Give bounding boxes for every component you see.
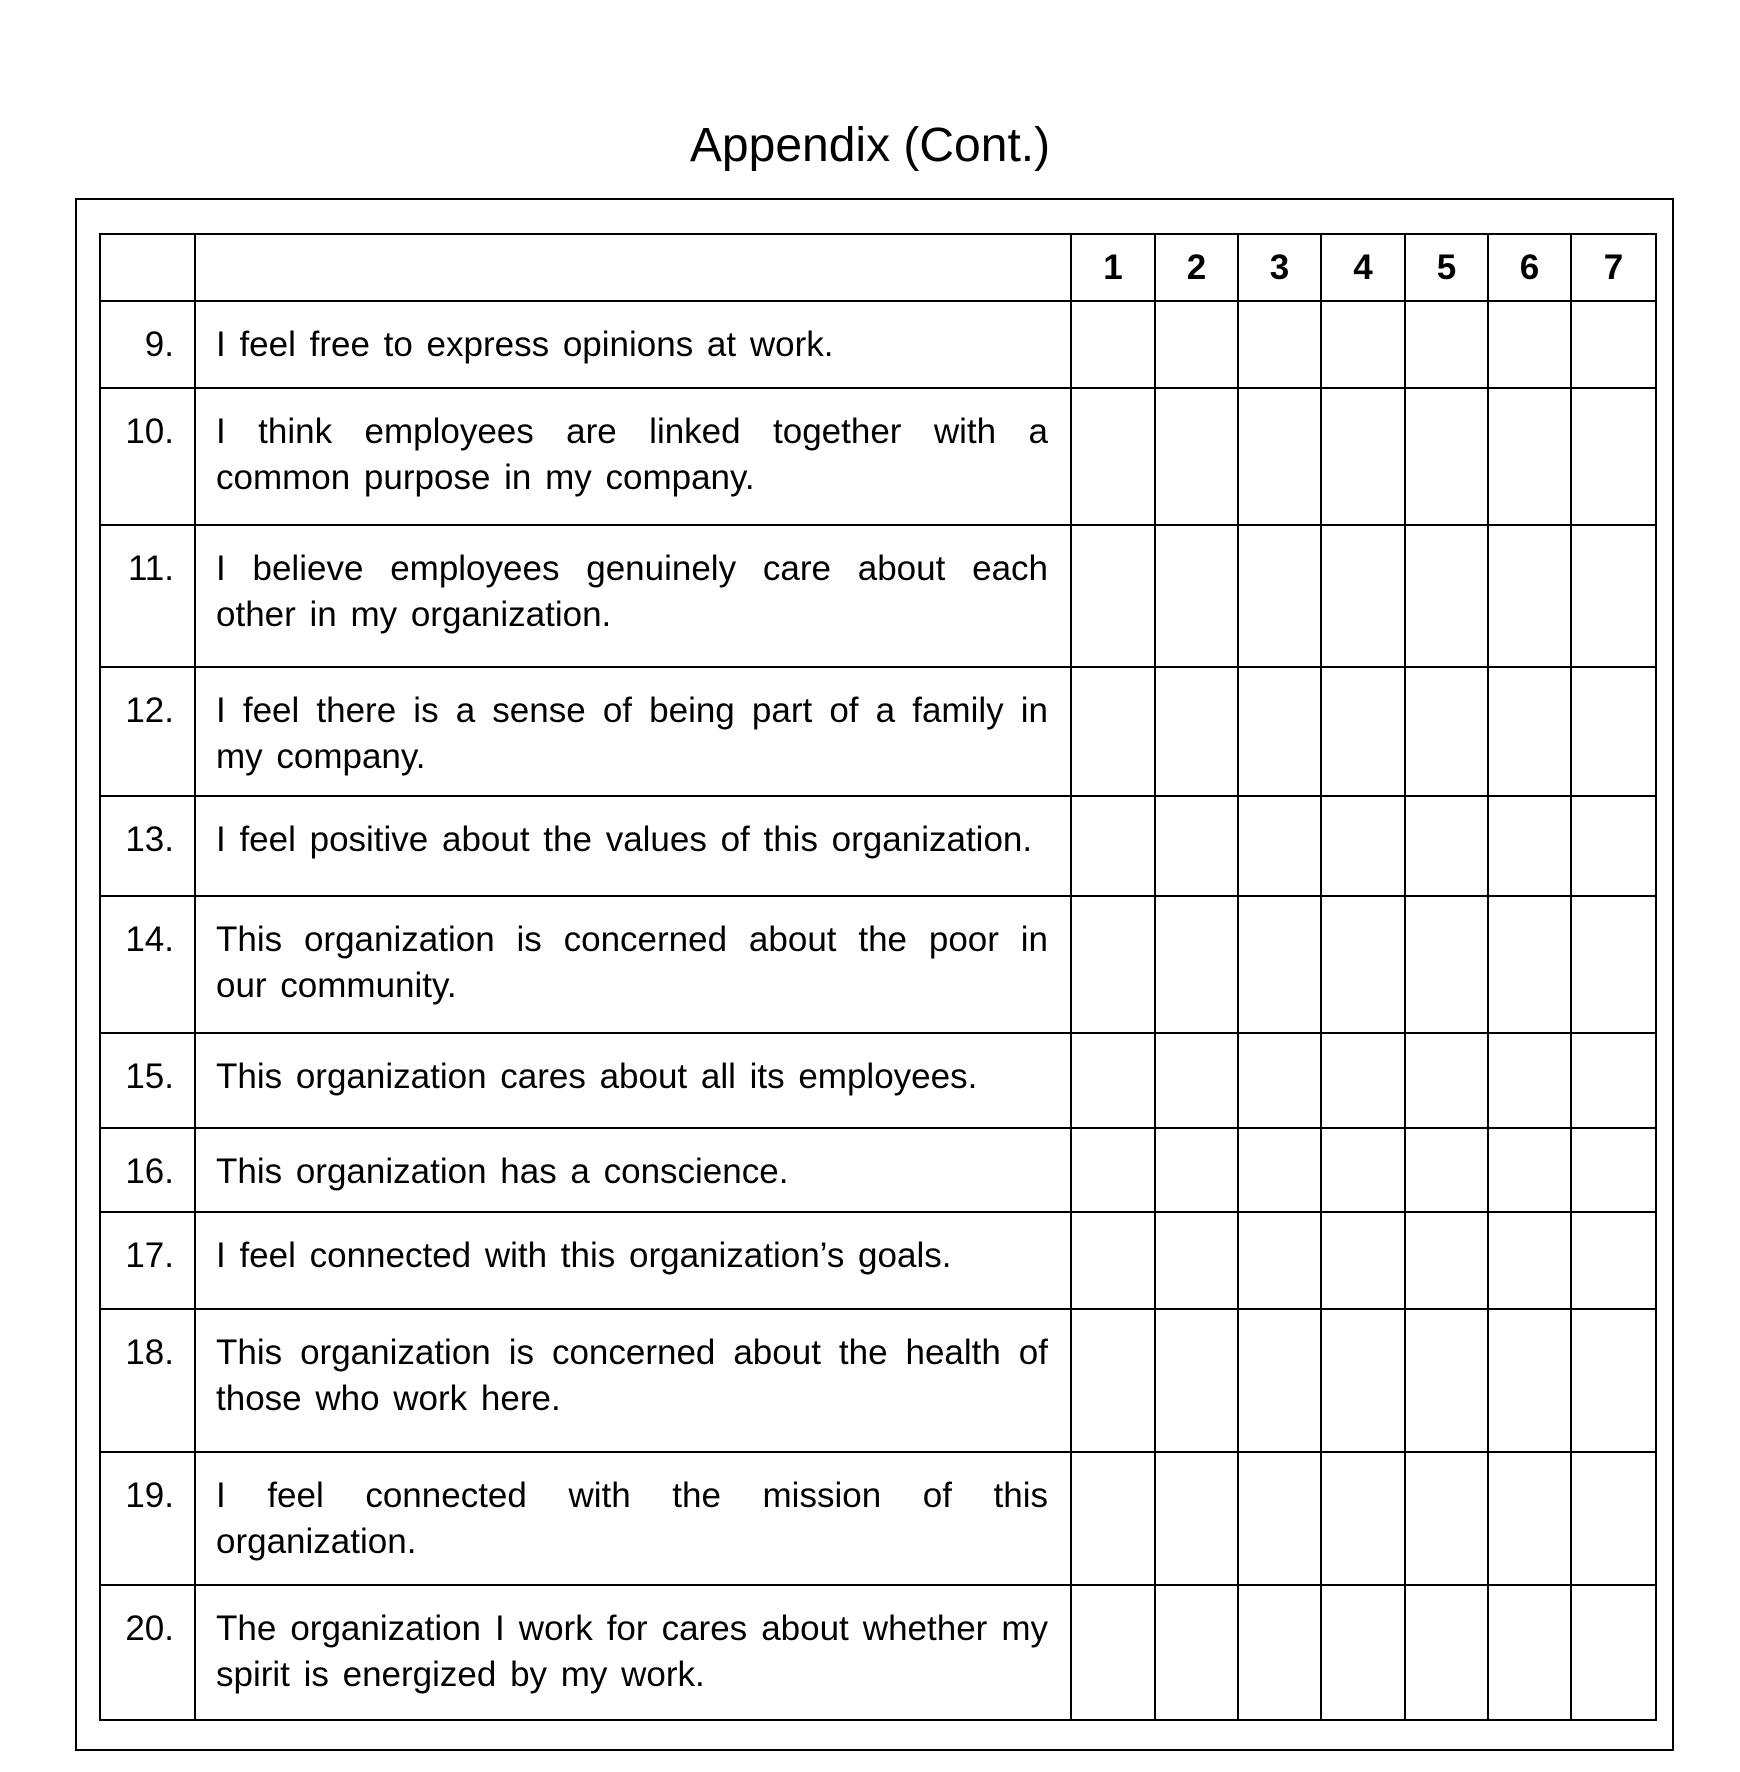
item-statement: This organization cares about all its employees. xyxy=(195,1033,1071,1128)
rating-cell-2[interactable] xyxy=(1155,388,1238,525)
rating-cell-3[interactable] xyxy=(1238,388,1321,525)
scale-header-3: 3 xyxy=(1238,234,1321,301)
rating-cell-4[interactable] xyxy=(1321,896,1405,1033)
rating-cell-4[interactable] xyxy=(1321,1212,1405,1309)
rating-cell-1[interactable] xyxy=(1071,301,1155,388)
rating-cell-6[interactable] xyxy=(1488,1033,1571,1128)
rating-cell-7[interactable] xyxy=(1571,388,1656,525)
item-statement: I feel connected with the mission of this organization. xyxy=(195,1452,1071,1585)
survey-item-row xyxy=(100,388,1656,525)
scale-header-row xyxy=(100,234,1656,301)
survey-table xyxy=(99,233,1657,1721)
rating-cell-2[interactable] xyxy=(1155,1033,1238,1128)
rating-cell-7[interactable] xyxy=(1571,896,1656,1033)
rating-cell-7[interactable] xyxy=(1571,667,1656,796)
rating-cell-6[interactable] xyxy=(1488,1212,1571,1309)
rating-cell-6[interactable] xyxy=(1488,301,1571,388)
item-statement: I think employees are linked together with a common purpose in my company. xyxy=(195,388,1071,525)
survey-item-row xyxy=(100,525,1656,667)
rating-cell-1[interactable] xyxy=(1071,1128,1155,1212)
rating-cell-4[interactable] xyxy=(1321,388,1405,525)
rating-cell-7[interactable] xyxy=(1571,1452,1656,1585)
rating-cell-2[interactable] xyxy=(1155,1309,1238,1452)
rating-cell-5[interactable] xyxy=(1405,1585,1488,1720)
item-statement: The organization I work for cares about whether my spirit is energized by my work. xyxy=(195,1585,1071,1720)
rating-cell-1[interactable] xyxy=(1071,1309,1155,1452)
item-number: 18. xyxy=(100,1309,195,1452)
rating-cell-3[interactable] xyxy=(1238,1033,1321,1128)
rating-cell-4[interactable] xyxy=(1321,301,1405,388)
rating-cell-2[interactable] xyxy=(1155,667,1238,796)
rating-cell-4[interactable] xyxy=(1321,1033,1405,1128)
item-number: 14. xyxy=(100,896,195,1033)
rating-cell-2[interactable] xyxy=(1155,1452,1238,1585)
rating-cell-5[interactable] xyxy=(1405,1128,1488,1212)
rating-cell-1[interactable] xyxy=(1071,1033,1155,1128)
rating-cell-4[interactable] xyxy=(1321,1128,1405,1212)
rating-cell-3[interactable] xyxy=(1238,1452,1321,1585)
rating-cell-5[interactable] xyxy=(1405,667,1488,796)
rating-cell-6[interactable] xyxy=(1488,1585,1571,1720)
rating-cell-6[interactable] xyxy=(1488,1452,1571,1585)
item-number: 12. xyxy=(100,667,195,796)
page-title: Appendix (Cont.) xyxy=(689,119,1051,172)
rating-cell-6[interactable] xyxy=(1488,525,1571,667)
rating-cell-2[interactable] xyxy=(1155,1585,1238,1720)
scale-header-6: 6 xyxy=(1488,234,1571,301)
item-statement: This organization is concerned about the poor in our community. xyxy=(195,896,1071,1033)
rating-cell-2[interactable] xyxy=(1155,896,1238,1033)
survey-item-row xyxy=(100,796,1656,896)
item-number: 19. xyxy=(100,1452,195,1585)
rating-cell-3[interactable] xyxy=(1238,1309,1321,1452)
rating-cell-3[interactable] xyxy=(1238,1128,1321,1212)
rating-cell-7[interactable] xyxy=(1571,301,1656,388)
item-number: 13. xyxy=(100,796,195,896)
item-statement: I feel positive about the values of this organization. xyxy=(195,796,1071,896)
item-statement: I feel connected with this organization’s goals. xyxy=(195,1212,1071,1309)
rating-cell-4[interactable] xyxy=(1321,1452,1405,1585)
rating-cell-2[interactable] xyxy=(1155,1128,1238,1212)
rating-cell-1[interactable] xyxy=(1071,1212,1155,1309)
rating-cell-6[interactable] xyxy=(1488,896,1571,1033)
item-number: 16. xyxy=(100,1128,195,1212)
survey-item-row xyxy=(100,1452,1656,1585)
rating-cell-7[interactable] xyxy=(1571,525,1656,667)
survey-item-row xyxy=(100,1309,1656,1452)
rating-cell-2[interactable] xyxy=(1155,301,1238,388)
rating-cell-5[interactable] xyxy=(1405,301,1488,388)
rating-cell-4[interactable] xyxy=(1321,667,1405,796)
rating-cell-6[interactable] xyxy=(1488,796,1571,896)
rating-cell-3[interactable] xyxy=(1238,301,1321,388)
scale-header-4: 4 xyxy=(1321,234,1405,301)
rating-cell-5[interactable] xyxy=(1405,1309,1488,1452)
rating-cell-4[interactable] xyxy=(1321,525,1405,667)
rating-cell-7[interactable] xyxy=(1571,1212,1656,1309)
rating-cell-2[interactable] xyxy=(1155,525,1238,667)
header-number-cell xyxy=(100,234,195,301)
rating-cell-5[interactable] xyxy=(1405,525,1488,667)
item-number: 10. xyxy=(100,388,195,525)
item-number: 20. xyxy=(100,1585,195,1720)
header-statement-cell xyxy=(195,234,1071,301)
rating-cell-5[interactable] xyxy=(1405,1212,1488,1309)
rating-cell-1[interactable] xyxy=(1071,667,1155,796)
item-number: 11. xyxy=(100,525,195,667)
rating-cell-2[interactable] xyxy=(1155,796,1238,896)
rating-cell-1[interactable] xyxy=(1071,388,1155,525)
rating-cell-7[interactable] xyxy=(1571,1128,1656,1212)
rating-cell-6[interactable] xyxy=(1488,1309,1571,1452)
item-number: 15. xyxy=(100,1033,195,1128)
rating-cell-4[interactable] xyxy=(1321,1585,1405,1720)
rating-cell-7[interactable] xyxy=(1571,1033,1656,1128)
item-number: 17. xyxy=(100,1212,195,1309)
rating-cell-7[interactable] xyxy=(1571,1585,1656,1720)
rating-cell-3[interactable] xyxy=(1238,525,1321,667)
survey-item-row xyxy=(100,1585,1656,1720)
rating-cell-5[interactable] xyxy=(1405,1452,1488,1585)
item-statement: I believe employees genuinely care about each other in my organization. xyxy=(195,525,1071,667)
rating-cell-3[interactable] xyxy=(1238,896,1321,1033)
rating-cell-1[interactable] xyxy=(1071,896,1155,1033)
item-statement: This organization has a conscience. xyxy=(195,1128,1071,1212)
rating-cell-5[interactable] xyxy=(1405,896,1488,1033)
rating-cell-4[interactable] xyxy=(1321,796,1405,896)
scale-header-5: 5 xyxy=(1405,234,1488,301)
rating-cell-3[interactable] xyxy=(1238,1585,1321,1720)
survey-item-row xyxy=(100,1212,1656,1309)
item-statement: I feel free to express opinions at work. xyxy=(195,301,1071,388)
rating-cell-5[interactable] xyxy=(1405,1033,1488,1128)
survey-item-row xyxy=(100,896,1656,1033)
rating-cell-3[interactable] xyxy=(1238,667,1321,796)
item-number: 9. xyxy=(100,301,195,388)
item-statement: I feel there is a sense of being part of a family in my company. xyxy=(195,667,1071,796)
scale-header-7: 7 xyxy=(1571,234,1656,301)
survey-item-row xyxy=(100,667,1656,796)
survey-item-row xyxy=(100,301,1656,388)
rating-cell-1[interactable] xyxy=(1071,796,1155,896)
rating-cell-5[interactable] xyxy=(1405,388,1488,525)
rating-cell-3[interactable] xyxy=(1238,796,1321,896)
survey-item-row xyxy=(100,1033,1656,1128)
scale-header-1: 1 xyxy=(1071,234,1155,301)
rating-cell-6[interactable] xyxy=(1488,667,1571,796)
item-statement: This organization is concerned about the health of those who work here. xyxy=(195,1309,1071,1452)
rating-cell-6[interactable] xyxy=(1488,1128,1571,1212)
rating-cell-6[interactable] xyxy=(1488,388,1571,525)
rating-cell-5[interactable] xyxy=(1405,796,1488,896)
rating-cell-7[interactable] xyxy=(1571,796,1656,896)
scale-header-2: 2 xyxy=(1155,234,1238,301)
rating-cell-4[interactable] xyxy=(1321,1309,1405,1452)
rating-cell-7[interactable] xyxy=(1571,1309,1656,1452)
survey-item-row xyxy=(100,1128,1656,1212)
rating-cell-1[interactable] xyxy=(1071,525,1155,667)
rating-cell-2[interactable] xyxy=(1155,1212,1238,1309)
rating-cell-1[interactable] xyxy=(1071,1585,1155,1720)
rating-cell-3[interactable] xyxy=(1238,1212,1321,1309)
rating-cell-1[interactable] xyxy=(1071,1452,1155,1585)
